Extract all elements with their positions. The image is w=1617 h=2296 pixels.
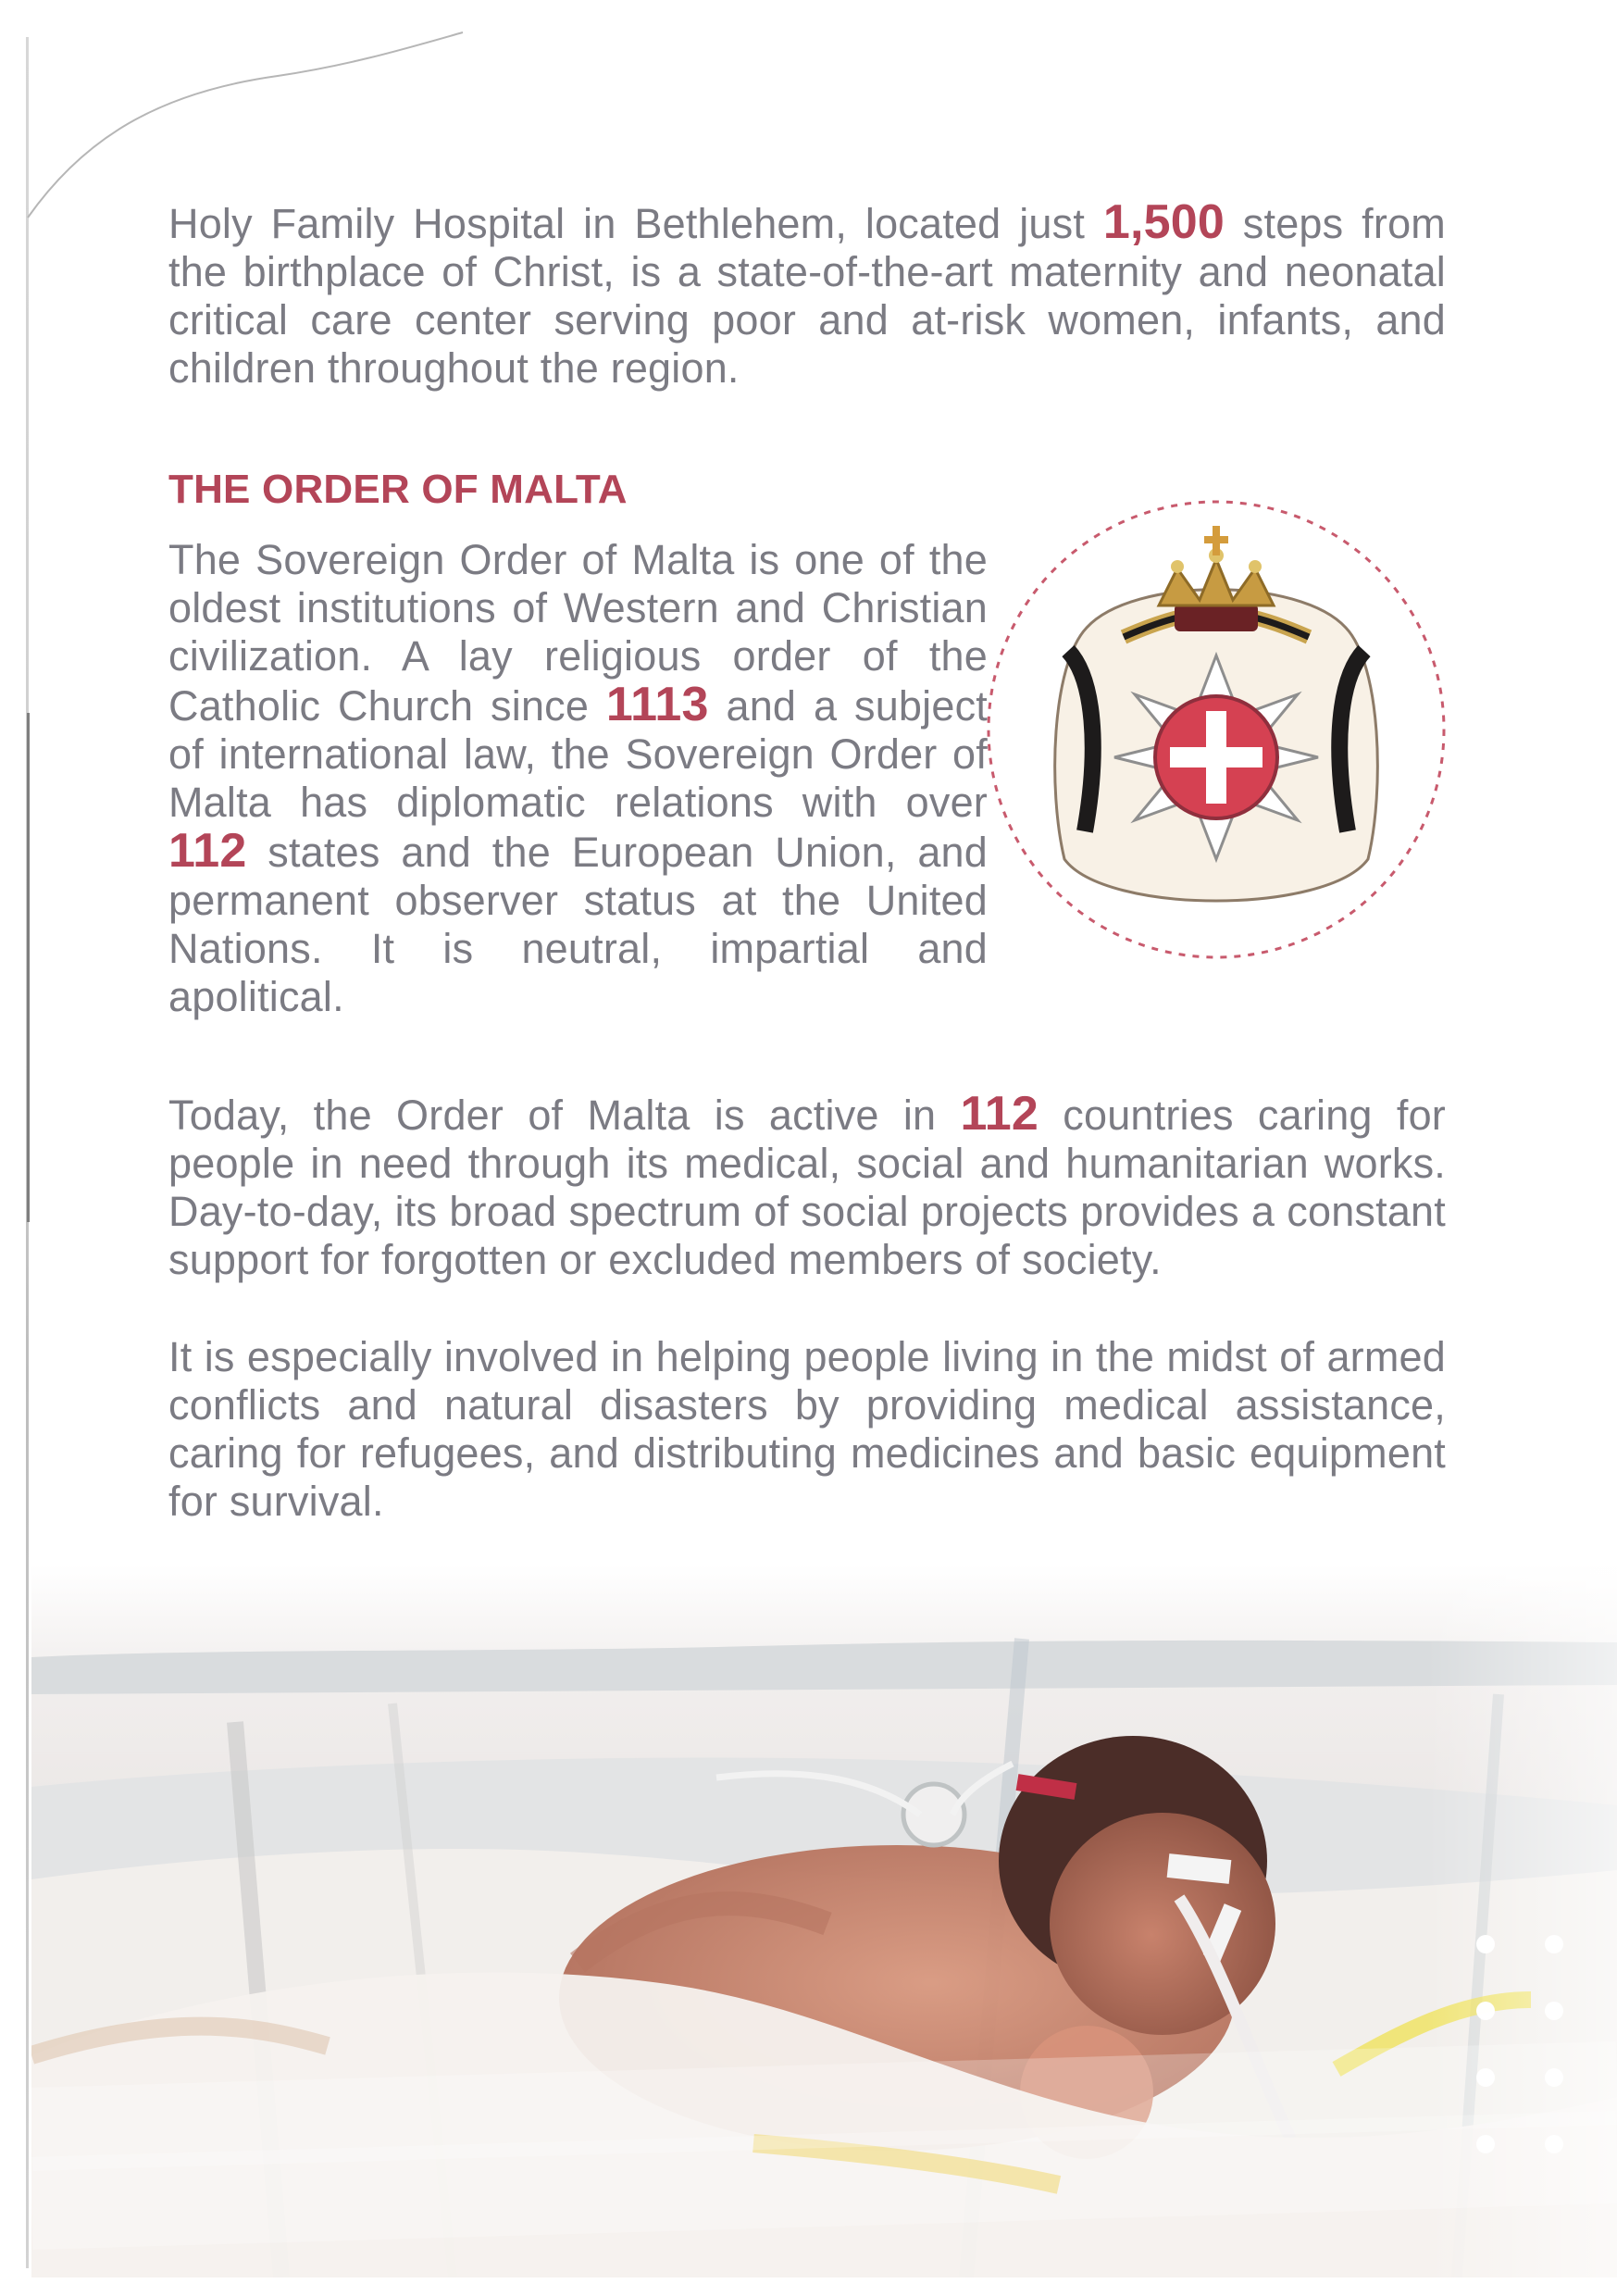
dot-8: [1545, 2135, 1563, 2153]
dot-2: [1545, 1935, 1563, 1953]
section-heading: THE ORDER OF MALTA: [168, 467, 628, 512]
order-paragraph: [168, 536, 988, 1021]
dot-7: [1476, 2135, 1495, 2153]
today-text-after: countries caring for people in need through its medical, social and humanitarian works. Day-to-day, its broad spectrum of social projects provides a constant support for forgotten or excluded members of society.: [168, 1092, 1446, 1283]
newborn-photo: [31, 1565, 1617, 2277]
order-of-malta-coat-of-arms-icon: [966, 480, 1466, 980]
dot-4: [1545, 2002, 1563, 2020]
emblem-circle: [966, 480, 1466, 980]
dot-1: [1476, 1935, 1495, 1953]
dot-5: [1476, 2068, 1495, 2087]
order-text-part3: states and the European Union, and permanent observer status at the United Nations. It is neutral, impartial and apolitical.: [168, 829, 988, 1020]
countries-count-highlight: 112: [960, 1087, 1039, 1141]
steps-count-highlight: 1,500: [1102, 195, 1225, 249]
intro-text-before: Holy Family Hospital in Bethlehem, located just: [168, 200, 1103, 247]
states-count-highlight: 112: [168, 824, 247, 878]
today-paragraph: [168, 1087, 1446, 1284]
founding-year-highlight: 1113: [605, 678, 709, 731]
order-text-part2: and a subject of international law, the Sovereign Order of Malta has diplomatic relations with over: [168, 682, 988, 826]
order-text-part1: The Sovereign Order of Malta is one of the oldest institutions of Western and Christian civilization. A lay religious order of the Catholic Church since: [168, 536, 988, 730]
involved-paragraph: It is especially involved in helping people living in the midst of armed conflicts and natural disasters by providing medical assistance, caring for refugees, and distributing medicines and basic equipment for survival.: [168, 1333, 1446, 1525]
dot-3: [1476, 2002, 1495, 2020]
dot-6: [1545, 2068, 1563, 2087]
intro-text-after: steps from the birthplace of Christ, is a state-of-the-art maternity and neonatal critical care center serving poor and at-risk women, infants, and children throughout the region.: [168, 200, 1446, 392]
decorative-dot-grid: [1476, 1935, 1569, 2194]
intro-paragraph: [168, 195, 1446, 393]
today-text-before: Today, the Order of Malta is active in: [168, 1092, 961, 1139]
page-edge-shadow: [27, 713, 30, 1222]
newborn-in-incubator-photo: [31, 1565, 1617, 2277]
